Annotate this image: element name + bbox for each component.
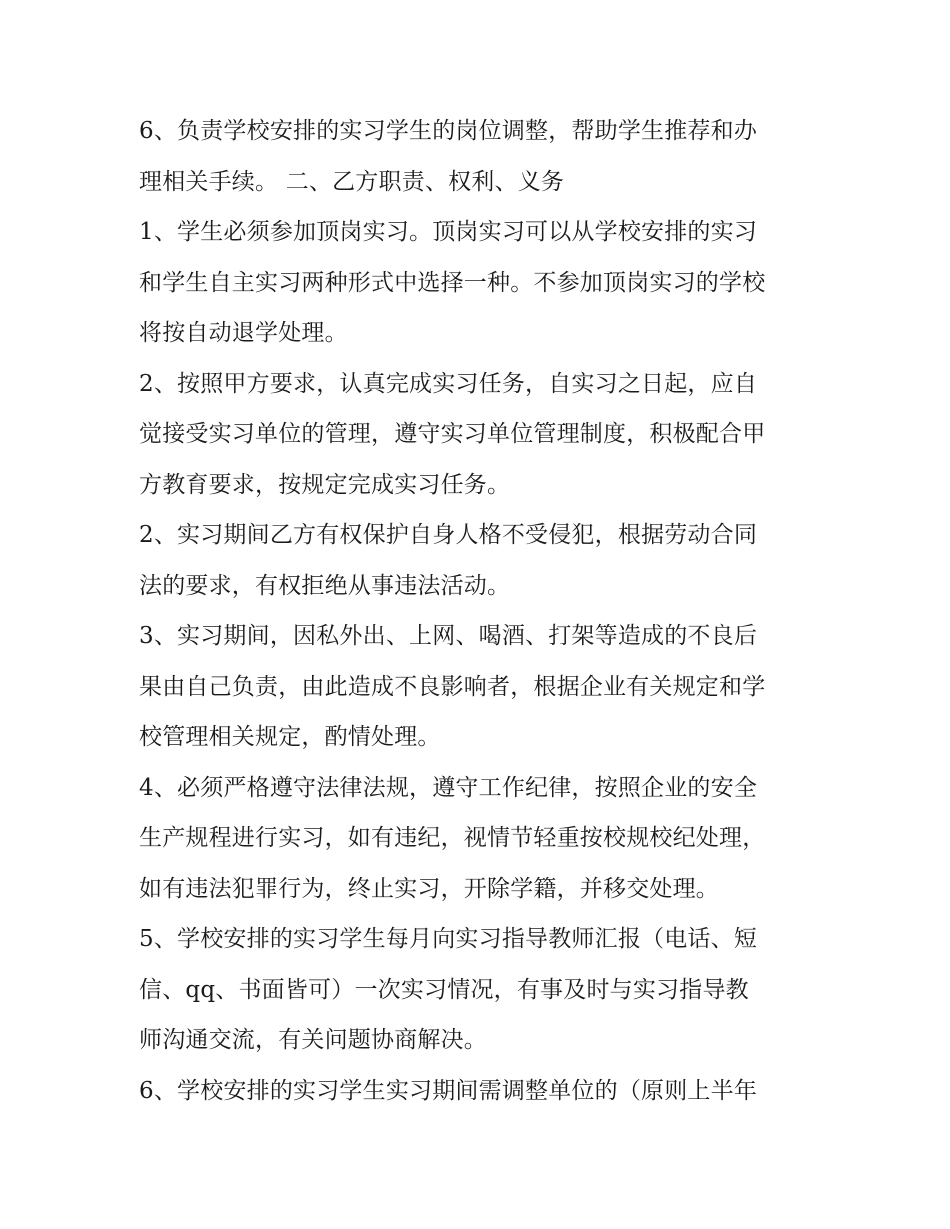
text-line: 6、负责学校安排的实习学生的岗位调整，帮助学生推荐和办 [139,118,758,144]
text-line: 法的要求，有权拒绝从事违法活动。 [139,572,511,599]
text-line: 将按自动退学处理。 [139,320,348,346]
text-line: 4、必须严格遵守法律法规，遵守工作纪律，按照企业的安全 [139,774,758,801]
text-line: 2、实习期间乙方有权保护自身人格不受侵犯，根据劳动合同 [139,522,758,548]
text-line: 5、学校安排的实习学生每月向实习指导教师汇报（电话、短 [139,926,758,952]
text-line: 3、实习期间，因私外出、上网、喝酒、打架等造成的不良后 [139,623,758,649]
text-line: 师沟通交流，有关问题协商解决。 [139,1027,487,1053]
text-line: 1、学生必须参加顶岗实习。顶岗实习可以从学校安排的实习 [139,219,758,245]
text-line: 方教育要求，按规定完成实习任务。 [139,471,511,498]
text-line: 6、学校安排的实习学生实习期间需调整单位的（原则上半年 [139,1077,758,1104]
text-line: 果由自己负责，由此造成不良影响者，根据企业有关规定和学 [139,673,766,700]
document-body [139,106,819,1116]
text-line: 如有违法犯罪行为，终止实习，开除学籍，并移交处理。 [139,875,719,902]
text-line: 和学生自主实习两种形式中选择一种。不参加顶岗实习的学校 [139,269,766,296]
text-line: 理相关手续。 二、乙方职责、权利、义务 [139,168,565,195]
text-line: 校管理相关规定，酌情处理。 [139,724,441,750]
text-line: 信、qq、书面皆可）一次实习情况，有事及时与实习指导教 [139,976,749,1003]
text-line: 2、按照甲方要求，认真完成实习任务，自实习之日起，应自 [139,370,758,397]
text-line: 觉接受实习单位的管理，遵守实习单位管理制度，积极配合甲 [139,421,766,447]
text-line: 生产规程进行实习，如有违纪，视情节轻重按校规校纪处理， [139,825,766,851]
